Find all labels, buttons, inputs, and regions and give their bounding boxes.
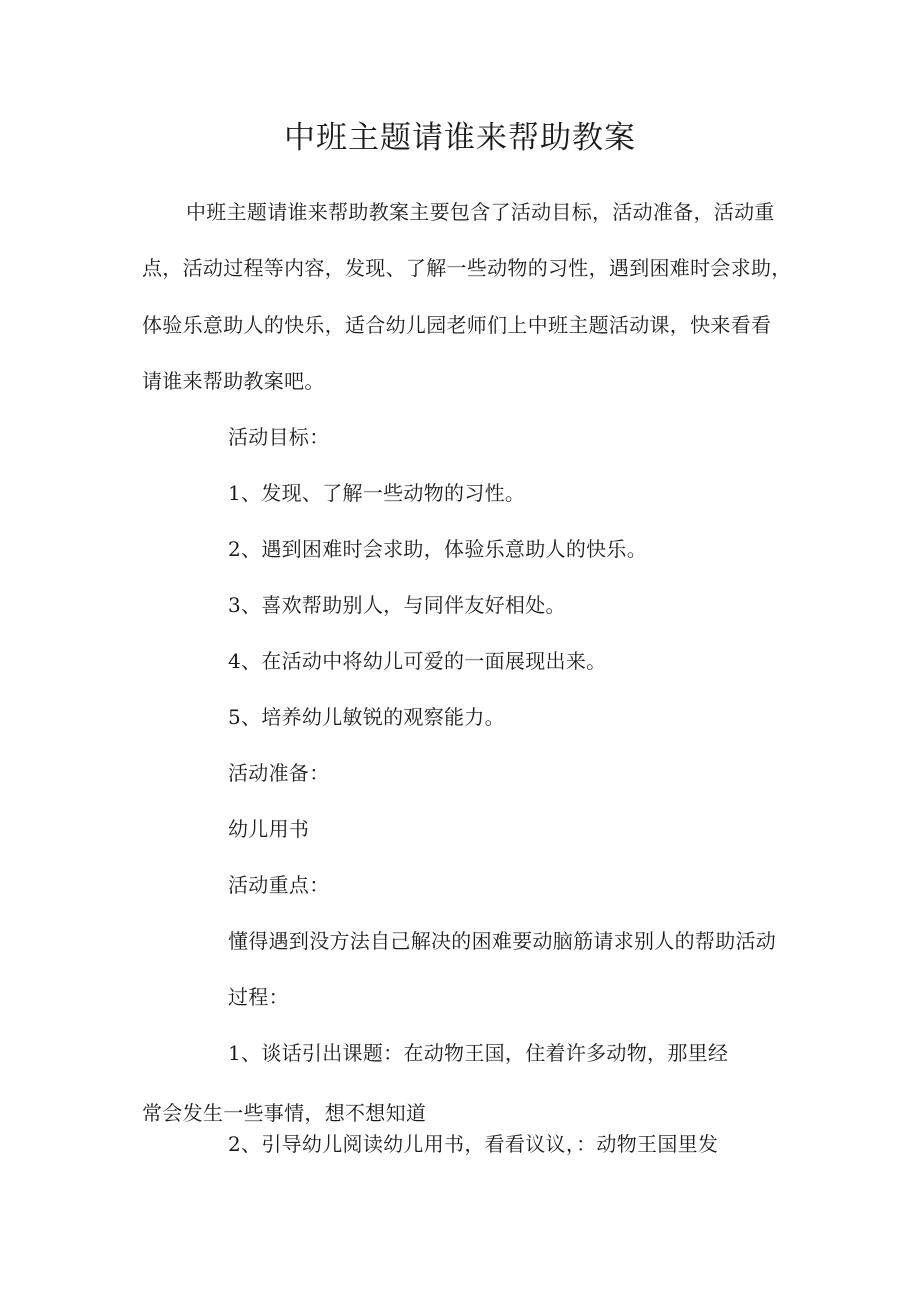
goals-heading: 活动目标： (228, 425, 330, 449)
focus-heading: 活动重点： (228, 873, 330, 897)
intro-line-3: 体验乐意助人的快乐，适合幼儿园老师们上中班主题活动课，快来看看 (142, 313, 772, 337)
page-title: 中班主题请谁来帮助教案 (284, 120, 636, 156)
process-heading: 过程： (228, 985, 289, 1009)
goal-item: 1、发现、了解一些动物的习性。 (228, 481, 526, 505)
prep-heading: 活动准备： (228, 761, 330, 785)
intro-line-4: 请谁来帮助教案吧。 (142, 369, 325, 393)
goal-item: 5、培养幼儿敏锐的观察能力。 (228, 705, 505, 729)
prep-text: 幼儿用书 (228, 817, 310, 841)
focus-text: 懂得遇到没方法自己解决的困难要动脑筋请求别人的帮助活动 (228, 929, 777, 953)
intro-line-2: 点，活动过程等内容，发现、了解一些动物的习性，遇到困难时会求助， (142, 256, 792, 280)
process-step-2-line-1: 2、引导幼儿阅读幼儿用书，看看议议，：动物王国里发 (228, 1132, 719, 1156)
intro-line-1: 中班主题请谁来帮助教案主要包含了活动目标，活动准备，活动重 (186, 200, 775, 224)
process-step-1-line-2: 常会发生一些事情，想不想知道 (142, 1101, 427, 1125)
goal-item: 2、遇到困难时会求助，体验乐意助人的快乐。 (228, 537, 648, 561)
goal-item: 4、在活动中将幼儿可爱的一面展现出来。 (228, 649, 607, 673)
process-step-1-line-1: 1、谈话引出课题：在动物王国，住着许多动物，那里经 (228, 1041, 729, 1065)
goal-item: 3、喜欢帮助别人，与同伴友好相处。 (228, 593, 566, 617)
